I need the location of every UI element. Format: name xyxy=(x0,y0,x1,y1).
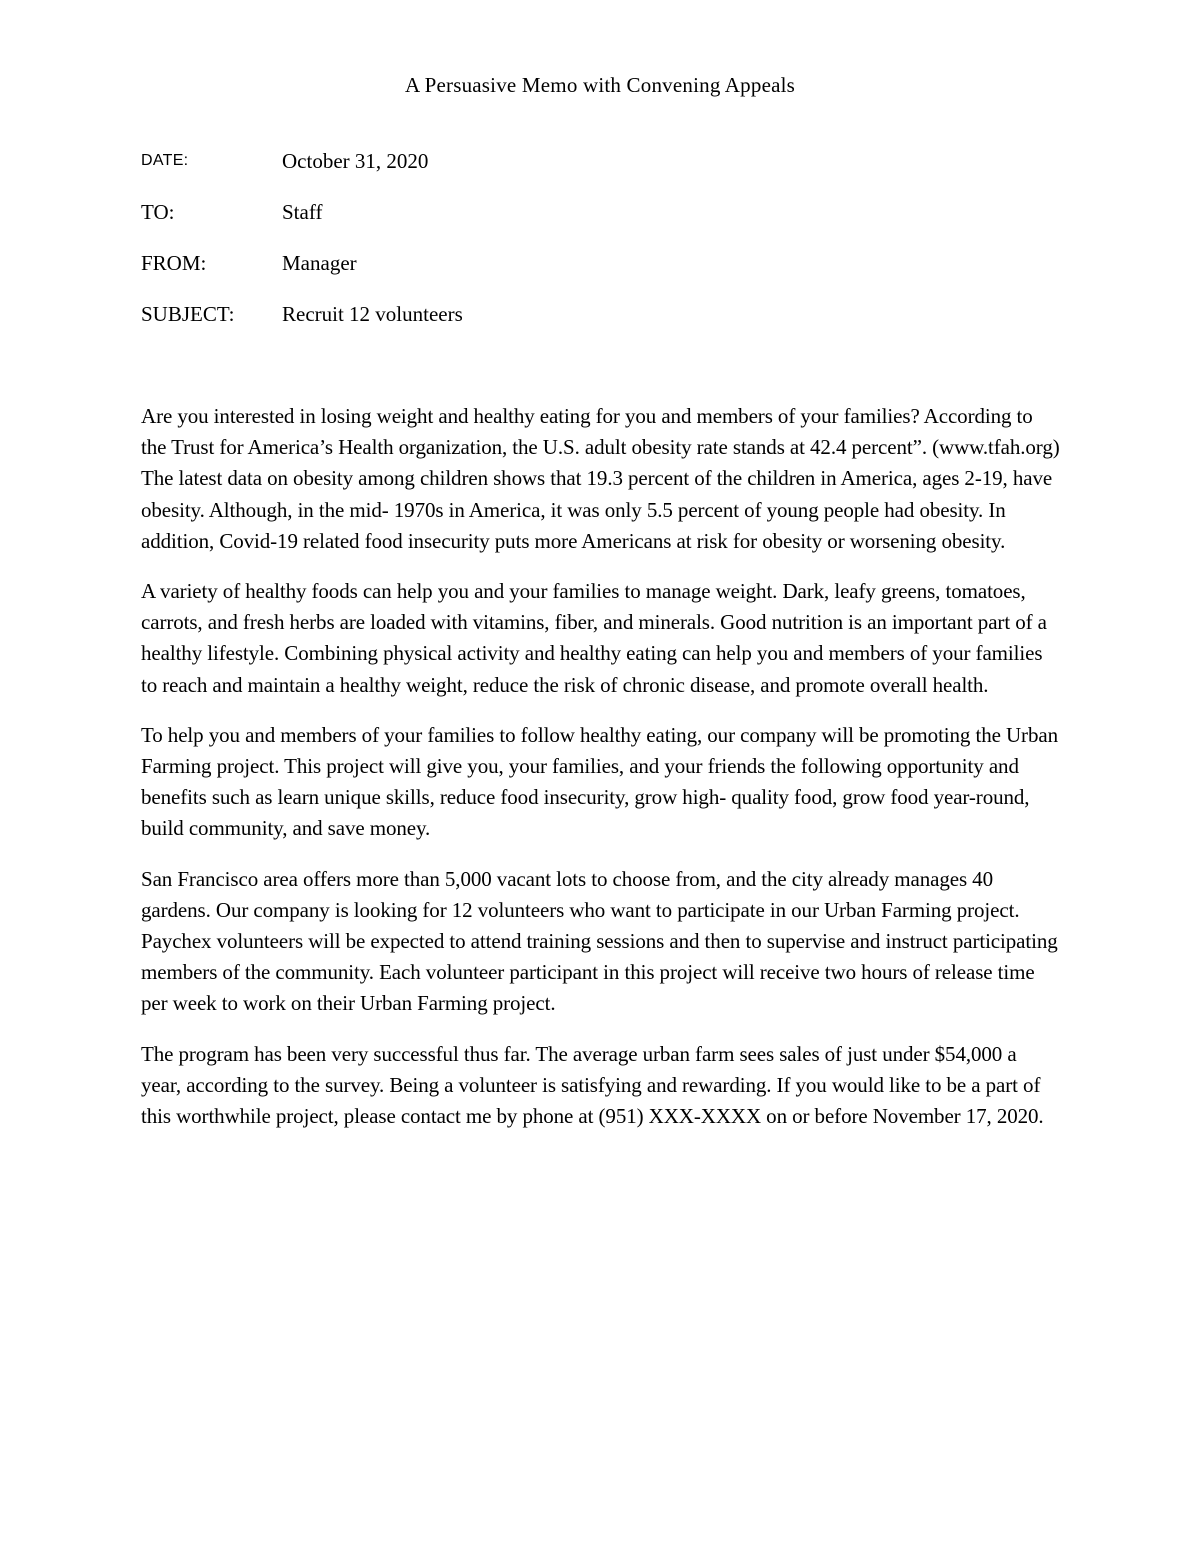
paragraph-volunteers: San Francisco area offers more than 5,000 vacant lots to choose from, and the city already manages 40 gardens. Our company is looking for 12 volunteers who want to participate in our Urban Farming project. Paychex volunteers will be expected to attend training sessions and then to supervise and instruct participating members of the community. Each volunteer participant in this project will receive two hours of release time per week to work on their Urban Farming project. xyxy=(141,866,1058,1016)
date-row xyxy=(141,146,1041,197)
paragraph-contact: The program has been very successful thus far. The average urban farm sees sales of just under $54,000 a year, according to the survey. Being a volunteer is satisfying and rewarding. If you would like to be a part of this worthwhile project, please contact me by phone at (951) XXX-XXXX on or before November 17, 2020. xyxy=(141,1041,1044,1129)
memo-header xyxy=(141,146,1041,350)
document-title: A Persuasive Memo with Convening Appeals xyxy=(404,73,796,97)
from-label: FROM: xyxy=(141,251,207,275)
to-label: TO: xyxy=(141,200,175,224)
from-value: Manager xyxy=(282,251,357,275)
paragraph-obesity-statistics: Are you interested in losing weight and healthy eating for you and members of your families? According to the Trust for America’s Health organization, the U.S. adult obesity rate stands at 42.4 percent”. (www.tfah.org) The latest data on obesity among children shows that 19.3 percent of the children in America, ages 2-19, have obesity. Although, in the mid- 1970s in America, it was only 5.5 percent of young people had obesity. In addition, Covid-19 related food insecurity puts more Americans at risk for obesity or worsening obesity. xyxy=(141,404,1060,553)
to-row xyxy=(141,197,1041,248)
from-row xyxy=(141,248,1041,299)
subject-value: Recruit 12 volunteers xyxy=(282,302,463,326)
memo-body xyxy=(141,401,1061,1151)
subject-label: SUBJECT: xyxy=(141,302,235,326)
date-value: October 31, 2020 xyxy=(282,149,429,173)
paragraph-urban-farming: To help you and members of your families to follow healthy eating, our company will be promoting the Urban Farming project. This project will give you, your families, and your friends the following opportunity and benefits such as learn unique skills, reduce food insecurity, grow high- quality food, grow food year-round, build community, and save money. xyxy=(141,722,1058,841)
date-label: DATE: xyxy=(141,152,189,169)
paragraph-healthy-foods: A variety of healthy foods can help you and your families to manage weight. Dark, leafy greens, tomatoes, carrots, and fresh herbs are loaded with vitamins, fiber, and minerals. Good nutrition is an important part of a healthy lifestyle. Combining physical activity and healthy eating can help you and members of your families to reach and maintain a healthy weight, reduce the risk of chronic disease, and promote overall health. xyxy=(141,579,1047,697)
to-value: Staff xyxy=(282,200,323,224)
subject-row xyxy=(141,299,1041,350)
